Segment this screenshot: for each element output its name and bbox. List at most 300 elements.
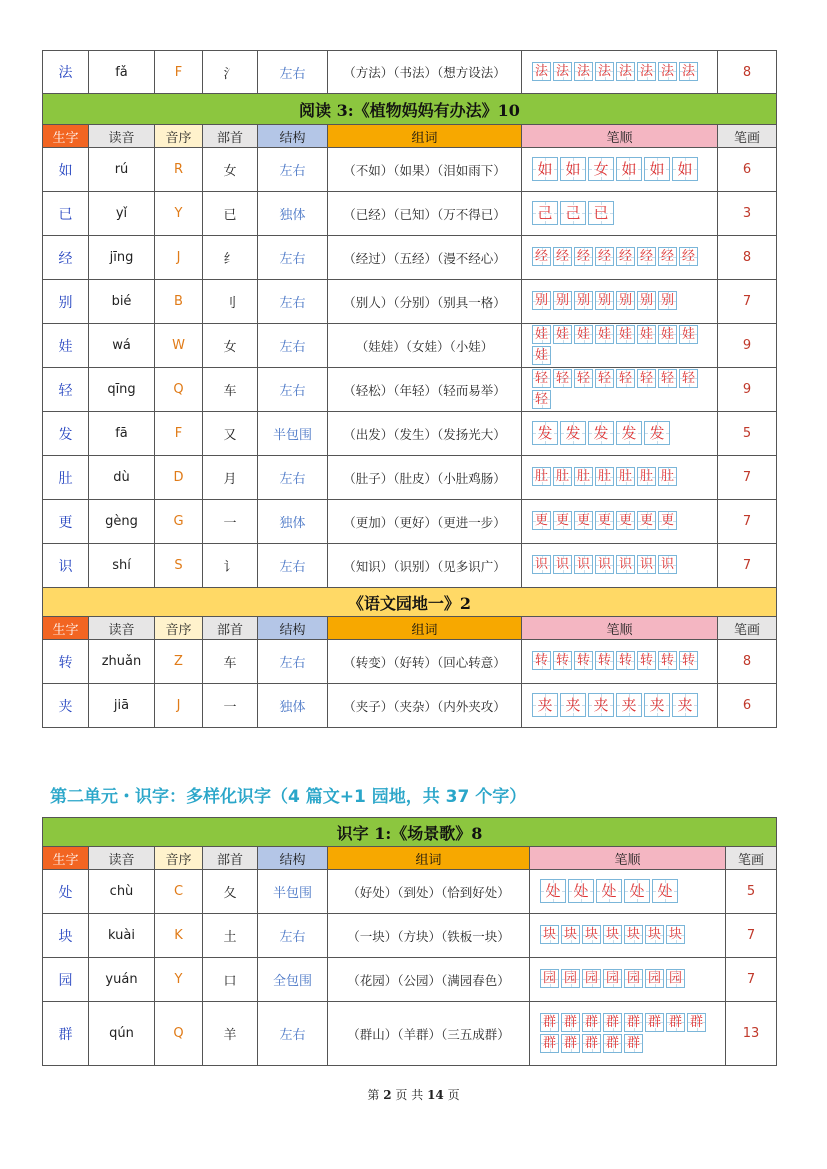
stroke-step-char: 轻 [555, 370, 569, 386]
stroke-step-char: 转 [597, 653, 611, 668]
stroke-step-char: 轻 [534, 391, 548, 407]
stroke-step-char: 轻 [576, 370, 590, 386]
stroke-step [616, 651, 635, 670]
structure-cell: 独体 [258, 684, 328, 728]
char-cell: 轻 [43, 368, 89, 412]
stroke-step [658, 651, 677, 670]
stroke-step-char: 别 [597, 293, 611, 308]
radical-cell: 车 [203, 640, 258, 684]
radical-cell: 土 [203, 914, 258, 958]
stroke-step-char: 群 [605, 1035, 619, 1051]
stroke-step-char: 娃 [660, 326, 674, 342]
stroke-step [540, 1013, 559, 1032]
stroke-step-char: 已 [593, 203, 609, 222]
sequence-cell: J [155, 236, 203, 280]
stroke-step-char: 园 [647, 971, 661, 986]
stroke-step-char: 肚 [555, 469, 569, 484]
stroke-step-char: 群 [563, 1035, 577, 1051]
stroke-step-char: 块 [626, 927, 640, 942]
stroke-step-char: 更 [576, 513, 590, 528]
stroke-count-cell: 8 [718, 236, 777, 280]
lesson-banner [43, 94, 777, 125]
stroke-step-char: 更 [639, 513, 653, 528]
stroke-step-char: 转 [681, 653, 695, 668]
words-cell: （一块）（方块）（铁板一块） [328, 914, 530, 958]
stroke-step [574, 511, 593, 530]
stroke-step [637, 291, 656, 310]
stroke-count-cell: 9 [718, 368, 777, 412]
stroke-grid [532, 201, 717, 227]
table-row [43, 640, 777, 684]
stroke-step [624, 879, 650, 903]
sequence-cell: F [155, 51, 203, 94]
stroke-step [532, 511, 551, 530]
structure-cell: 全包围 [258, 958, 328, 1002]
stroke-step-char: 块 [668, 927, 682, 942]
stroke-step-char: 园 [668, 971, 682, 986]
radical-cell: 讠 [203, 544, 258, 588]
stroke-step-char: 经 [681, 249, 695, 264]
stroke-step-char: 己 [537, 203, 553, 222]
table-row [43, 280, 777, 324]
stroke-step-char: 娃 [555, 326, 569, 342]
header-structure: 结构 [258, 617, 328, 640]
stroke-step [672, 157, 698, 181]
stroke-step [637, 247, 656, 266]
footer-mid: 页 共 [395, 1088, 424, 1102]
stroke-step [553, 651, 572, 670]
header-words: 组词 [328, 847, 530, 870]
stroke-grid [540, 925, 725, 946]
stroke-step [644, 693, 670, 717]
footer-total-pages: 14 [427, 1088, 444, 1102]
table-row [43, 684, 777, 728]
stroke-step [582, 969, 601, 988]
stroke-step [672, 693, 698, 717]
stroke-step-char: 法 [576, 63, 590, 79]
stroke-step [540, 1034, 559, 1053]
header-structure: 结构 [258, 847, 328, 870]
words-cell: （夹子）（夹杂）（内外夹攻） [328, 684, 522, 728]
stroke-step [616, 511, 635, 530]
stroke-step-char: 经 [597, 249, 611, 264]
stroke-count-cell: 5 [726, 870, 777, 914]
stroke-step-char: 识 [534, 557, 548, 572]
stroke-step-char: 女 [593, 159, 609, 178]
stroke-count-cell: 7 [726, 914, 777, 958]
stroke-step [588, 157, 614, 181]
stroke-order-cell [522, 368, 718, 412]
stroke-step-char: 块 [647, 927, 661, 942]
header-structure: 结构 [258, 125, 328, 148]
stroke-count-cell: 5 [718, 412, 777, 456]
pinyin-cell: shí [89, 544, 155, 588]
stroke-step [574, 467, 593, 486]
header-count: 笔画 [718, 617, 777, 640]
words-cell: （经过）（五经）（漫不经心） [328, 236, 522, 280]
stroke-step-char: 如 [537, 159, 553, 178]
stroke-step [616, 62, 635, 81]
stroke-step-char: 经 [576, 249, 590, 264]
stroke-step-char: 处 [657, 881, 673, 900]
pinyin-cell: gèng [89, 500, 155, 544]
stroke-step [532, 693, 558, 717]
stroke-count-cell: 7 [718, 500, 777, 544]
stroke-step [679, 369, 698, 388]
stroke-step-char: 娃 [597, 326, 611, 342]
structure-cell: 左右 [258, 544, 328, 588]
stroke-step [637, 62, 656, 81]
table-row [43, 500, 777, 544]
stroke-step-char: 法 [639, 63, 653, 79]
stroke-step-char: 处 [573, 881, 589, 900]
table-row [43, 148, 777, 192]
sequence-cell: C [155, 870, 203, 914]
stroke-step-char: 肚 [597, 469, 611, 484]
stroke-step [658, 555, 677, 574]
stroke-order-cell [522, 456, 718, 500]
stroke-step [595, 555, 614, 574]
stroke-step-char: 发 [537, 423, 553, 442]
char-cell: 已 [43, 192, 89, 236]
stroke-step-char: 识 [618, 557, 632, 572]
stroke-order-cell [530, 958, 726, 1002]
table-header-row [43, 125, 777, 148]
stroke-order-cell [522, 192, 718, 236]
pinyin-cell: yǐ [89, 192, 155, 236]
stroke-step [532, 421, 558, 445]
radical-cell: 羊 [203, 1002, 258, 1066]
stroke-step-char: 块 [584, 927, 598, 942]
stroke-step-char: 法 [681, 63, 695, 79]
char-cell: 娃 [43, 324, 89, 368]
stroke-step [532, 390, 551, 409]
stroke-step-char: 发 [649, 423, 665, 442]
pinyin-cell: qīng [89, 368, 155, 412]
stroke-order-cell [522, 500, 718, 544]
stroke-step [532, 467, 551, 486]
stroke-step [560, 201, 586, 225]
stroke-step [658, 291, 677, 310]
lesson-title: 《语文园地一》2 [43, 588, 777, 617]
stroke-step [652, 879, 678, 903]
stroke-step [595, 511, 614, 530]
stroke-step-char: 园 [605, 971, 619, 986]
stroke-step-char: 轻 [639, 370, 653, 386]
char-cell: 块 [43, 914, 89, 958]
header-words: 组词 [328, 125, 522, 148]
stroke-step [595, 247, 614, 266]
stroke-step-char: 夹 [593, 695, 609, 714]
stroke-step-char: 转 [576, 653, 590, 668]
stroke-step [616, 369, 635, 388]
stroke-count-cell: 3 [718, 192, 777, 236]
stroke-count-cell: 7 [726, 958, 777, 1002]
stroke-step-char: 轻 [597, 370, 611, 386]
sequence-cell: Y [155, 192, 203, 236]
table-header-row [43, 617, 777, 640]
stroke-step [616, 467, 635, 486]
stroke-step [603, 925, 622, 944]
header-count: 笔画 [726, 847, 777, 870]
sequence-cell: W [155, 324, 203, 368]
stroke-step [616, 325, 635, 344]
stroke-step-char: 园 [626, 971, 640, 986]
stroke-step-char: 别 [534, 293, 548, 308]
stroke-step [582, 1034, 601, 1053]
stroke-step-char: 别 [555, 293, 569, 308]
stroke-order-cell [530, 1002, 726, 1066]
stroke-step-char: 识 [576, 557, 590, 572]
stroke-step [645, 969, 664, 988]
table-row [43, 544, 777, 588]
stroke-order-cell [522, 324, 718, 368]
words-cell: （花园）（公园）（满园春色） [328, 958, 530, 1002]
stroke-step [588, 201, 614, 225]
structure-cell: 半包围 [258, 412, 328, 456]
pinyin-cell: wá [89, 324, 155, 368]
pinyin-cell: qún [89, 1002, 155, 1066]
stroke-step [553, 62, 572, 81]
stroke-step [603, 1013, 622, 1032]
stroke-step [553, 511, 572, 530]
stroke-count-cell: 7 [718, 280, 777, 324]
header-words: 组词 [328, 617, 522, 640]
stroke-step [574, 651, 593, 670]
stroke-order-cell [522, 51, 718, 94]
stroke-step [637, 651, 656, 670]
stroke-step [658, 511, 677, 530]
header-sequence: 音序 [155, 125, 203, 148]
words-cell: （出发）（发生）（发扬光大） [328, 412, 522, 456]
stroke-grid [532, 421, 717, 447]
stroke-step [595, 291, 614, 310]
stroke-step-char: 识 [555, 557, 569, 572]
stroke-count-cell: 8 [718, 640, 777, 684]
stroke-grid [532, 325, 717, 367]
stroke-step-char: 娃 [639, 326, 653, 342]
stroke-step [644, 157, 670, 181]
pinyin-cell: jiā [89, 684, 155, 728]
stroke-step [616, 291, 635, 310]
footer-prefix: 第 [367, 1088, 380, 1102]
pinyin-cell: fā [89, 412, 155, 456]
stroke-step [616, 693, 642, 717]
stroke-step-char: 法 [597, 63, 611, 79]
sequence-cell: D [155, 456, 203, 500]
sequence-cell: Q [155, 1002, 203, 1066]
structure-cell: 半包围 [258, 870, 328, 914]
header-char: 生字 [43, 125, 89, 148]
stroke-step [532, 555, 551, 574]
stroke-step-char: 更 [534, 513, 548, 528]
header-radical: 部首 [203, 125, 258, 148]
stroke-step-char: 法 [618, 63, 632, 79]
stroke-step [666, 925, 685, 944]
stroke-step-char: 更 [597, 513, 611, 528]
header-radical: 部首 [203, 617, 258, 640]
radical-cell: 车 [203, 368, 258, 412]
stroke-step [603, 969, 622, 988]
stroke-step-char: 别 [639, 293, 653, 308]
page-footer [0, 1086, 827, 1103]
stroke-step [582, 925, 601, 944]
stroke-step-char: 群 [626, 1014, 640, 1030]
stroke-step-char: 更 [618, 513, 632, 528]
stroke-step-char: 如 [565, 159, 581, 178]
stroke-count-cell: 9 [718, 324, 777, 368]
table-row [43, 914, 777, 958]
stroke-step [561, 925, 580, 944]
stroke-grid [532, 157, 717, 183]
stroke-step-char: 转 [555, 653, 569, 668]
stroke-step [582, 1013, 601, 1032]
stroke-step [679, 62, 698, 81]
stroke-step [595, 325, 614, 344]
lesson-title: 识字 1:《场景歌》8 [43, 818, 777, 847]
structure-cell: 左右 [258, 236, 328, 280]
stroke-order-cell [530, 914, 726, 958]
stroke-order-cell [530, 870, 726, 914]
stroke-grid [532, 247, 717, 268]
stroke-step-char: 转 [534, 653, 548, 668]
pinyin-cell: fǎ [89, 51, 155, 94]
char-cell: 肚 [43, 456, 89, 500]
stroke-step [588, 421, 614, 445]
stroke-step-char: 识 [660, 557, 674, 572]
stroke-step-char: 如 [621, 159, 637, 178]
table-row [43, 456, 777, 500]
stroke-grid [532, 693, 717, 719]
stroke-step-char: 法 [534, 63, 548, 79]
stroke-step-char: 肚 [618, 469, 632, 484]
sequence-cell: K [155, 914, 203, 958]
stroke-step [568, 879, 594, 903]
char-cell: 如 [43, 148, 89, 192]
stroke-step-char: 肚 [534, 469, 548, 484]
sequence-cell: R [155, 148, 203, 192]
stroke-step-char: 别 [576, 293, 590, 308]
words-cell: （肚子）（肚皮）（小肚鸡肠） [328, 456, 522, 500]
table-row [43, 412, 777, 456]
stroke-grid [540, 969, 725, 990]
stroke-step-char: 群 [584, 1035, 598, 1051]
stroke-step [560, 157, 586, 181]
char-cell: 别 [43, 280, 89, 324]
stroke-step-char: 如 [677, 159, 693, 178]
table-row [43, 192, 777, 236]
stroke-step [616, 247, 635, 266]
stroke-step-char: 经 [660, 249, 674, 264]
stroke-step-char: 娃 [681, 326, 695, 342]
stroke-step-char: 如 [649, 159, 665, 178]
stroke-grid [532, 555, 717, 576]
words-cell: （转变）（好转）（回心转意） [328, 640, 522, 684]
header-radical: 部首 [203, 847, 258, 870]
stroke-grid [532, 291, 717, 312]
radical-cell: 女 [203, 148, 258, 192]
words-cell: （更加）（更好）（更进一步） [328, 500, 522, 544]
stroke-step-char: 夹 [565, 695, 581, 714]
stroke-step-char: 法 [555, 63, 569, 79]
stroke-grid [532, 369, 717, 411]
stroke-step [666, 969, 685, 988]
stroke-step [595, 369, 614, 388]
stroke-step [574, 555, 593, 574]
stroke-step [658, 62, 677, 81]
stroke-step-char: 识 [597, 557, 611, 572]
stroke-step [553, 325, 572, 344]
stroke-step-char: 群 [647, 1014, 661, 1030]
radical-cell: 一 [203, 684, 258, 728]
char-cell: 园 [43, 958, 89, 1002]
radical-cell: 氵 [203, 51, 258, 94]
stroke-step [553, 247, 572, 266]
words-cell: （轻松）（年轻）（轻而易举） [328, 368, 522, 412]
structure-cell: 左右 [258, 324, 328, 368]
stroke-step [666, 1013, 685, 1032]
header-strokes: 笔顺 [522, 617, 718, 640]
stroke-step [574, 247, 593, 266]
stroke-step-char: 发 [593, 423, 609, 442]
stroke-step [624, 1034, 643, 1053]
stroke-step [616, 421, 642, 445]
stroke-step [645, 1013, 664, 1032]
stroke-step [532, 291, 551, 310]
stroke-step-char: 轻 [534, 370, 548, 386]
stroke-step-char: 轻 [618, 370, 632, 386]
stroke-step [574, 369, 593, 388]
stroke-grid [532, 62, 717, 83]
words-cell: （群山）（羊群）（三五成群） [328, 1002, 530, 1066]
table-row [43, 958, 777, 1002]
lesson-banner [43, 818, 777, 847]
stroke-step-char: 夹 [649, 695, 665, 714]
stroke-step-char: 夹 [537, 695, 553, 714]
stroke-step [574, 291, 593, 310]
char-cell: 识 [43, 544, 89, 588]
stroke-grid [532, 511, 717, 532]
stroke-step-char: 群 [584, 1014, 598, 1030]
table-row [43, 51, 777, 94]
words-cell: （不如）（如果）（泪如雨下） [328, 148, 522, 192]
sequence-cell: S [155, 544, 203, 588]
stroke-step [679, 651, 698, 670]
char-cell: 经 [43, 236, 89, 280]
structure-cell: 独体 [258, 192, 328, 236]
radical-cell: 一 [203, 500, 258, 544]
stroke-step [553, 291, 572, 310]
char-cell: 发 [43, 412, 89, 456]
sequence-cell: J [155, 684, 203, 728]
header-pinyin: 读音 [89, 617, 155, 640]
stroke-step-char: 块 [542, 927, 556, 942]
stroke-step-char: 转 [618, 653, 632, 668]
words-cell: （好处）（到处）（恰到好处） [328, 870, 530, 914]
stroke-step-char: 别 [618, 293, 632, 308]
structure-cell: 左右 [258, 456, 328, 500]
sequence-cell: G [155, 500, 203, 544]
words-cell: （娃娃）（女娃）（小娃） [328, 324, 522, 368]
stroke-step-char: 块 [563, 927, 577, 942]
stroke-step [532, 325, 551, 344]
stroke-order-cell [522, 544, 718, 588]
stroke-step-char: 群 [563, 1014, 577, 1030]
sequence-cell: B [155, 280, 203, 324]
pinyin-cell: chù [89, 870, 155, 914]
stroke-step-char: 群 [542, 1014, 556, 1030]
stroke-order-cell [522, 236, 718, 280]
